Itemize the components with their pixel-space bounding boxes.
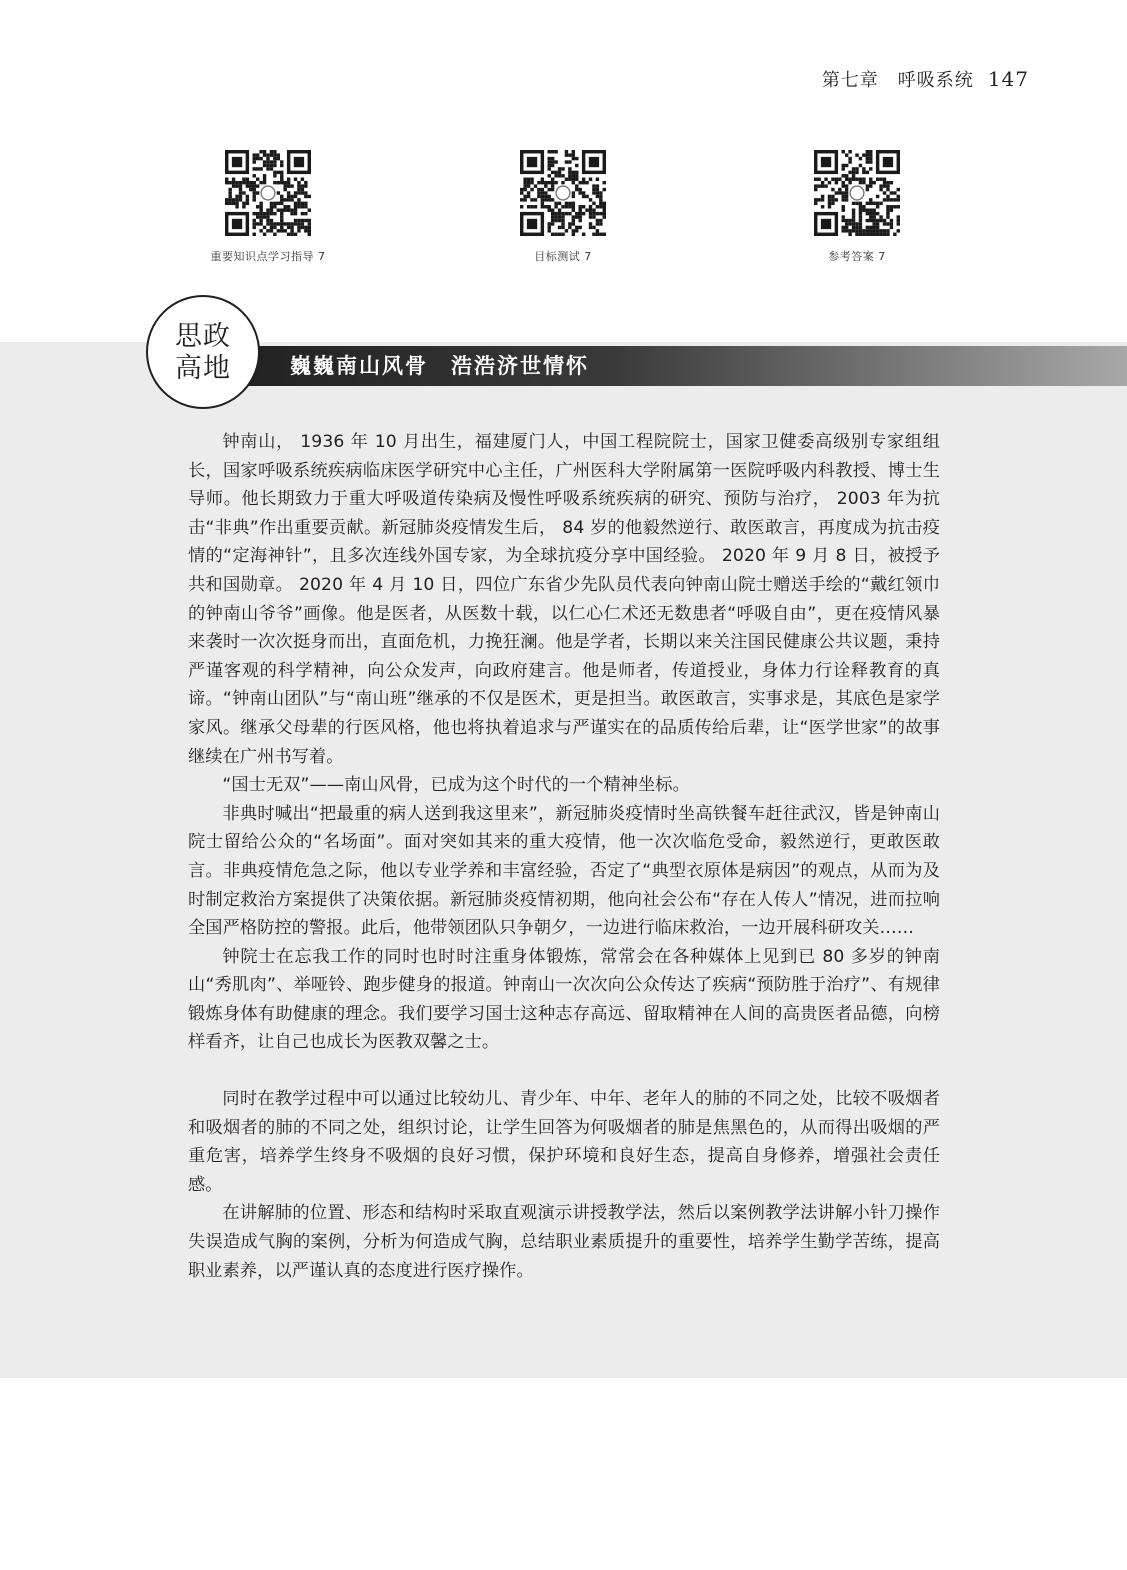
qr-block-answers[interactable] [757,150,957,264]
paragraph: “国士无双”——南山风骨，已成为这个时代的一个精神坐标。 [222,775,690,796]
paragraph: 在讲解肺的位置、形态和结构时采取直观演示讲授教学法，然后以案例教学法讲解小针刀操作失误造成气胸的案例，分析为何造成气胸，总结职业素质提升的重要性，培养学生勤学苦练，提高职业素养，以严谨认真的态度进行医疗操作。 [188,1203,940,1281]
qr-caption: 目标测试 7 [534,250,592,263]
qr-block-target-test[interactable] [463,150,663,264]
qr-caption: 参考答案 7 [828,250,886,263]
paragraph: 同时在教学过程中可以通过比较幼儿、青少年、中年、老年人的肺的不同之处，比较不吸烟者和吸烟者的肺的不同之处，组织讨论，让学生回答为何吸烟者的肺是焦黑色的，从而得出吸烟的严重危害，培养学生终身不吸烟的良好习惯，保护环境和良好生态，提高自身修养，增强社会责任感。 [188,1089,940,1195]
section-badge [146,295,260,409]
badge-line-1: 思政 [175,321,231,352]
qr-code-icon[interactable] [520,150,606,236]
qr-caption: 重要知识点学习指导 7 [210,250,326,263]
page-number: 147 [987,67,1029,91]
badge-line-2: 高地 [175,353,231,384]
section-title: 巍巍南山风骨 浩浩济世情怀 [290,354,589,378]
qr-block-study-guide[interactable] [168,150,368,264]
paragraph: 钟南山， 1936 年 10 月出生，福建厦门人，中国工程院院士，国家卫健委高级别专家组组长，国家呼吸系统疾病临床医学研究中心主任，广州医科大学附属第一医院呼吸内科教授、博士生导师。他长期致力于重大呼吸道传染病及慢性呼吸系统疾病的研究、预防与治疗， 2003 年为抗击“非典”作出重要贡献。新冠肺炎疫情发生后， 84 岁的他毅然逆行、敢医敢言，再度成为抗击疫情的“定海神针”，且多次连线外国专家，为全球抗疫分享中国经验。 2020 年 9 月 8 日，被授予共和国勋章。 2020 年 4 月 10 日，四位广东省少先队员代表向钟南山院士赠送手绘的“戴红领巾的钟南山爷爷”画像。他是医者，从医数十载，以仁心仁术还无数患者“呼吸自由”，更在疫情风暴来袭时一次次挺身而出，直面危机，力挽狂澜。他是学者，长期以来关注国民健康公共议题，秉持严谨客观的科学精神，向公众发声，向政府建言。他是师者，传道授业，身体力行诠释教育的真谛。“钟南山团队”与“南山班”继承的不仅是医术，更是担当。敢医敢言，实事求是，其底色是家学家风。继承父母辈的行医风格，他也将执着追求与严谨实在的品质传给后辈，让“医学世家”的故事继续在广州书写着。 [188,432,940,767]
qr-code-row [0,150,1127,270]
chapter-title: 第七章 呼吸系统 [821,70,974,91]
qr-code-icon[interactable] [814,150,900,236]
paragraph: 非典时喊出“把最重的病人送到我这里来”，新冠肺炎疫情时坐高铁餐车赶往武汉，皆是钟南山院士留给公众的“名场面”。面对突如其来的重大疫情，他一次次临危受命，毅然逆行，更敢医敢言。非典疫情危急之际，他以专业学养和丰富经验，否定了“典型衣原体是病因”的观点，从而为及时制定救治方案提供了决策依据。新冠肺炎疫情初期，他向社会公布“存在人传人”情况，进而拉响全国严格防控的警报。此后，他带领团队只争朝夕，一边进行临床救治，一边开展科研攻关…… [188,803,940,939]
body-text [188,428,940,1285]
running-header [822,66,1029,92]
qr-code-icon[interactable] [225,150,311,236]
paragraph: 钟院士在忘我工作的同时也时时注重身体锻炼，常常会在各种媒体上见到已 80 多岁的钟南山“秀肌肉”、举哑铃、跑步健身的报道。钟南山一次次向公众传达了疾病“预防胜于治疗”、有规律锻炼身体有助健康的理念。我们要学习国士这种志存高远、留取精神在人间的高贵医者品德，向榜样看齐，让自己也成长为医教双馨之士。 [188,946,940,1053]
